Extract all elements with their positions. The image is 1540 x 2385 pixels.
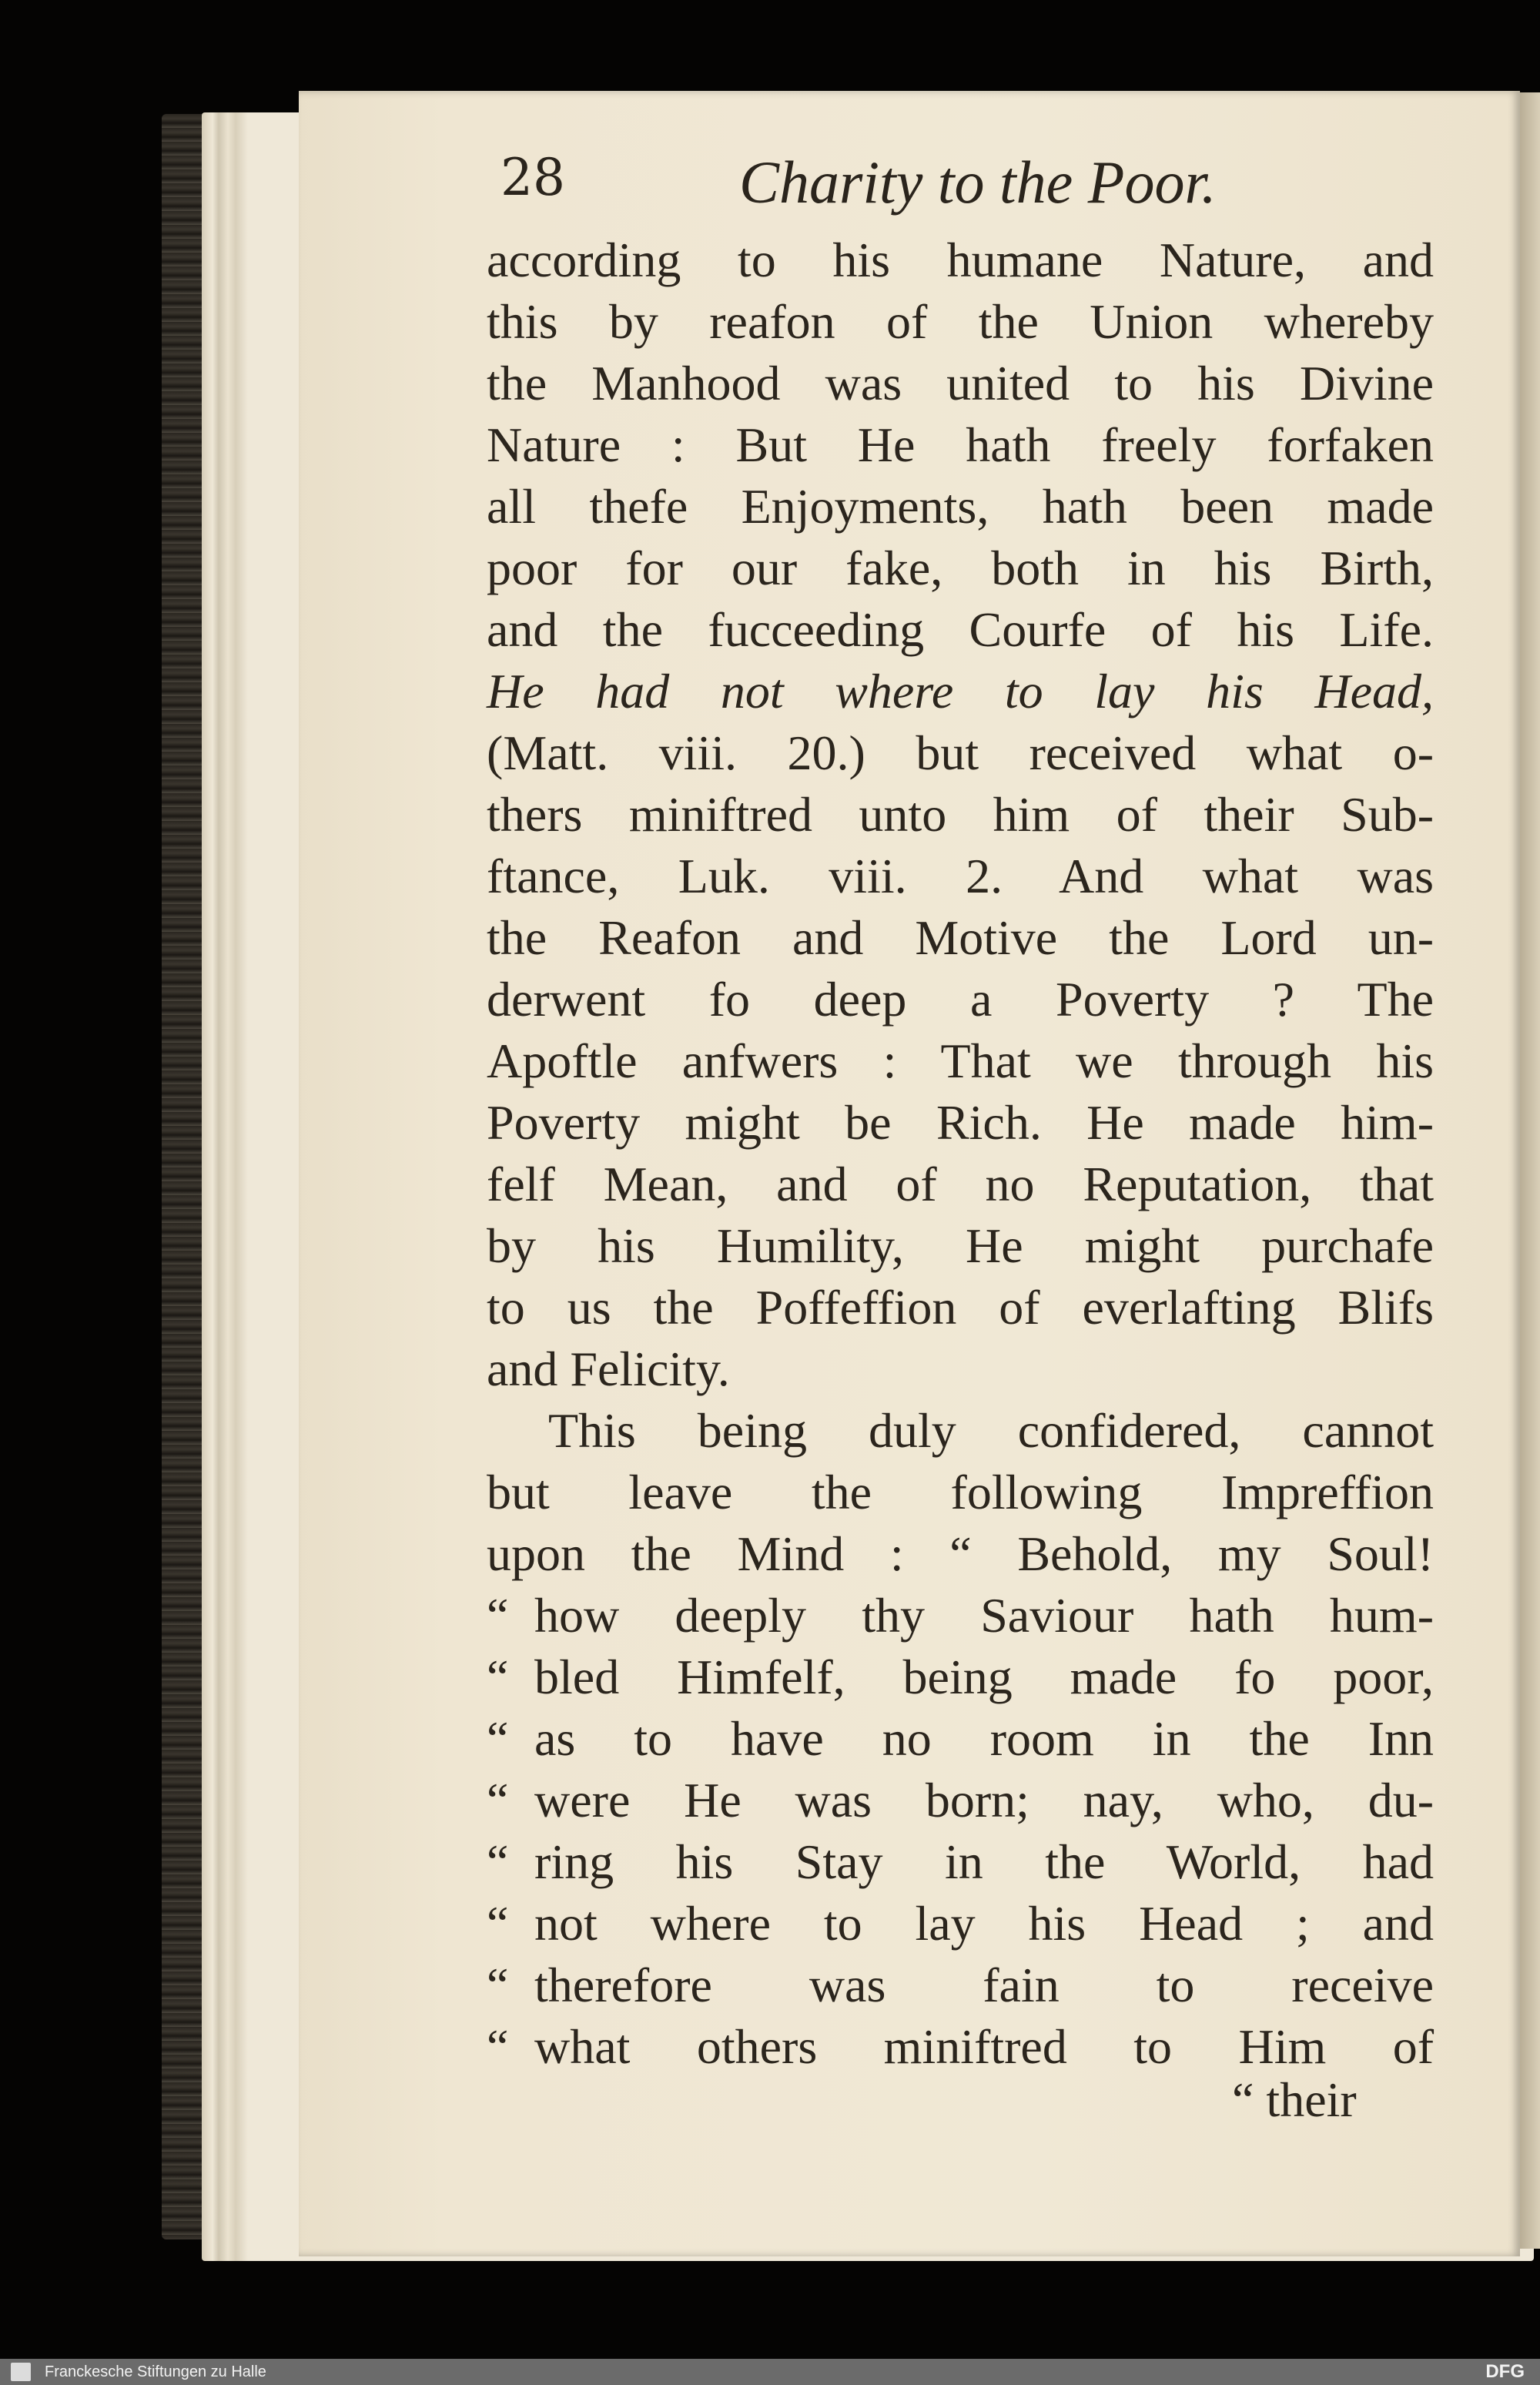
quote-mark: “ <box>487 1896 509 1951</box>
quoted-text: bled Himfelf, being made fo poor, <box>534 1650 1434 1704</box>
quoted-text: not where to lay his Head ; and <box>534 1896 1434 1951</box>
facing-page-edge <box>1520 92 1540 2249</box>
quoted-line <box>487 1585 1434 1646</box>
quote-mark: “ <box>487 1958 509 2012</box>
quoted-text: therefore was fain to receive <box>534 1958 1434 2012</box>
page-number: 28 <box>500 148 565 207</box>
text-line: felf Mean, and of no Reputation, that <box>487 1157 1434 1211</box>
quoted-line <box>487 1893 1434 1955</box>
institution-logo-icon <box>11 2363 31 2381</box>
quote-mark: “ <box>487 1588 509 1643</box>
text-line: all thefe Enjoyments, hath been made <box>487 479 1434 534</box>
text-line: this by reafon of the Union whereby <box>487 294 1434 349</box>
quoted-text: were He was born; nay, who, du- <box>534 1773 1434 1827</box>
text-line: derwent fo deep a Poverty ? The <box>487 972 1434 1027</box>
quoted-line <box>487 1708 1434 1770</box>
text-line: Apoftle anfwers : That we through his <box>487 1033 1434 1088</box>
text-line: the Manhood was united to his Divine <box>487 356 1434 410</box>
quoted-line <box>487 1955 1434 2016</box>
book-spine <box>162 114 208 2239</box>
text-line: and Felicity. <box>487 1342 730 1396</box>
quoted-text: what others miniftred to Him of <box>534 2019 1434 2074</box>
text-line: and the fucceeding Courfe of his Life. <box>487 602 1434 657</box>
quoted-line <box>487 1646 1434 1708</box>
quote-mark: “ <box>487 1834 509 1889</box>
text-line: (Matt. viii. 20.) but received what o- <box>487 725 1434 780</box>
institution-name: Franckesche Stiftungen zu Halle <box>45 2363 266 2380</box>
running-title: Charity to the Poor. <box>739 149 1217 216</box>
quote-mark: “ <box>487 1711 509 1766</box>
quote-mark: “ <box>487 2019 509 2074</box>
quoted-text: ring his Stay in the World, had <box>534 1834 1434 1889</box>
text-line: Poverty might be Rich. He made him- <box>487 1095 1434 1150</box>
quoted-line <box>487 1831 1434 1893</box>
text-line: according to his humane Nature, and <box>487 233 1434 287</box>
quoted-line <box>487 2016 1434 2078</box>
text-line: thers miniftred unto him of their Sub- <box>487 787 1434 842</box>
text-line: poor for our fake, both in his Birth, <box>487 541 1434 595</box>
body-text <box>487 229 1434 2078</box>
text-line: This being duly confidered, cannot <box>548 1403 1434 1458</box>
text-line: the Reafon and Motive the Lord un- <box>487 910 1434 965</box>
quoted-line <box>487 1770 1434 1831</box>
text-line: to us the Poffeffion of everlafting Blifs <box>487 1280 1434 1335</box>
running-head <box>500 148 1502 225</box>
text-line: by his Humility, He might purchafe <box>487 1218 1434 1273</box>
text-line: but leave the following Impreffion <box>487 1465 1434 1519</box>
funder-mark: DFG <box>1485 2361 1525 2382</box>
catchword: “ their <box>1232 2072 1357 2127</box>
text-line: ftance, Luk. viii. 2. And what was <box>487 849 1434 903</box>
quote-mark: “ <box>487 1773 509 1827</box>
quote-mark: “ <box>487 1650 509 1704</box>
quoted-text: as to have no room in the Inn <box>534 1711 1434 1766</box>
text-line: He had not where to lay his Head, <box>487 664 1434 719</box>
viewer-footer <box>0 2359 1540 2385</box>
text-line: upon the Mind : “ Behold, my Soul! <box>487 1526 1434 1581</box>
text-line: Nature : But He hath freely forfaken <box>487 417 1434 472</box>
quoted-text: how deeply thy Saviour hath hum- <box>534 1588 1434 1643</box>
